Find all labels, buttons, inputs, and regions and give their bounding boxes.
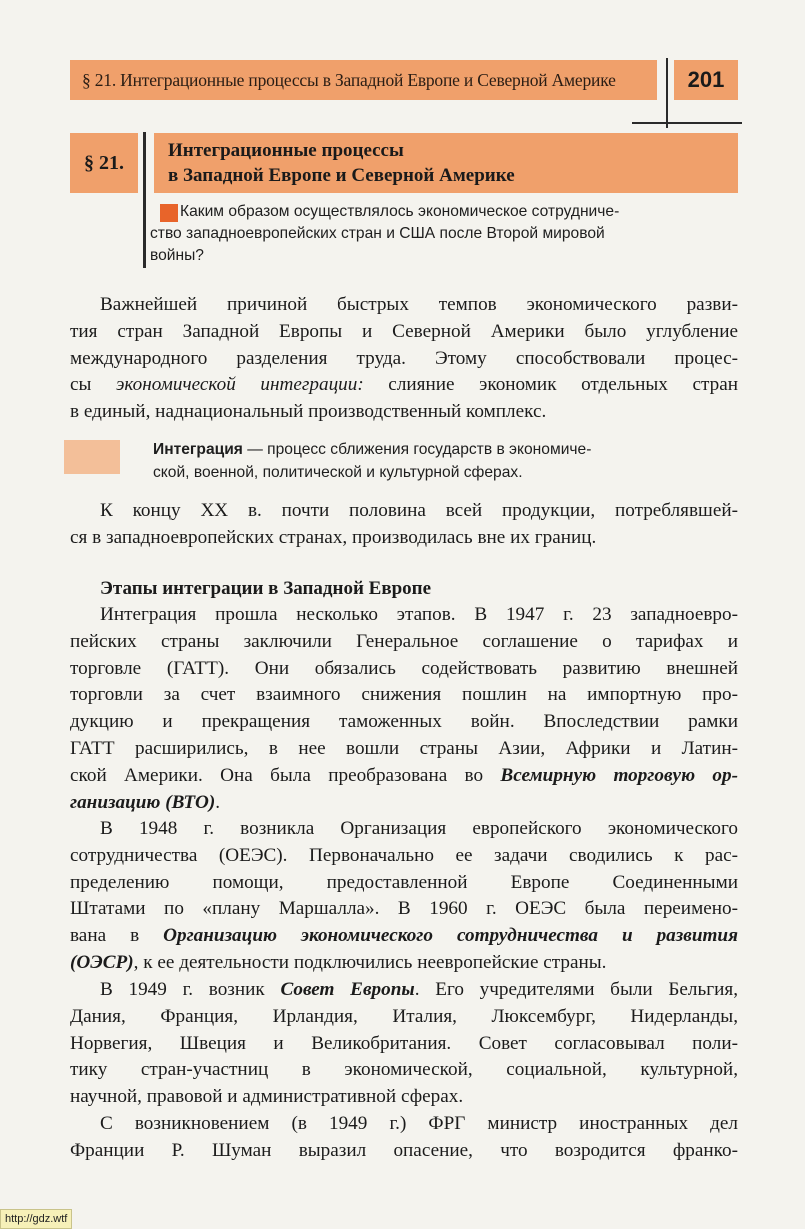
schuman-paragraph <box>70 1111 738 1165</box>
text-run: , к ее деятельности подключились неевропейские страны. <box>133 951 607 973</box>
intro-paragraph <box>70 292 738 426</box>
text-line: Франции Р. Шуман выразил опасение, что возродится франко- <box>70 1139 738 1161</box>
definition-marker-icon <box>64 440 120 474</box>
question-line: Каким образом осуществлялось экономическое сотрудниче- <box>180 203 620 220</box>
text-run: . Его учредителями были Бельгия, <box>414 979 738 1000</box>
emphasis-term: экономической интеграции: <box>115 374 364 396</box>
section-title <box>154 133 738 193</box>
text-line: торговле (ГАТТ). Они обязались содействовать развитию внешней <box>70 657 738 679</box>
text-line <box>70 372 738 399</box>
section-title-line: в Западной Европе и Северной Америке <box>168 165 515 186</box>
emphasis-term: (ОЭСР) <box>70 951 134 973</box>
text-line: международного разделения труда. Этому способствовали процес- <box>70 347 738 369</box>
text-line: Интеграция прошла несколько этапов. В 1947 г. 23 западноевро- <box>100 604 738 625</box>
text-run: слияние экономик отдельных стран <box>363 374 738 396</box>
text-line: Штатами по «плану Маршалла». В 1960 г. ОЕЭС была переимено- <box>70 898 738 920</box>
definition-text: — процесс сближения государств в экономиче- <box>242 441 592 458</box>
text-run: сы <box>70 374 116 396</box>
oees-paragraph <box>70 816 738 977</box>
question-line: ство западноевропейских стран и США после Второй мировой <box>150 225 605 242</box>
text-run: ской Америки. Она была преобразована во <box>70 764 501 786</box>
emphasis-term: Организацию экономического сотрудничества и развития <box>163 925 738 947</box>
question-line: войны? <box>150 247 204 264</box>
text-line: дукцию и прекращения таможенных войн. Впоследствии рамки <box>70 711 738 733</box>
text-line <box>70 950 738 977</box>
section-vertical-rule <box>143 132 146 268</box>
text-line: пейских страны заключили Генеральное соглашение о тарифах и <box>70 630 738 652</box>
emphasis-term: Совет Европы <box>280 979 415 1000</box>
definition-term: Интеграция <box>153 441 243 458</box>
text-line: В 1948 г. возникла Организация европейского экономического <box>100 818 738 839</box>
gatt-paragraph <box>70 602 738 816</box>
text-line <box>70 790 738 817</box>
text-run: В 1949 г. возник <box>100 979 281 1000</box>
definition-line: ской, военной, политической и культурной сферах. <box>153 464 523 481</box>
text-line: в единый, наднациональный производственный комплекс. <box>70 401 547 423</box>
text-line: Дания, Франция, Ирландия, Италия, Люксембург, Нидерланды, <box>70 1005 738 1027</box>
text-line <box>70 923 738 950</box>
text-line: торговли за счет взаимного снижения пошлин на импортную про- <box>70 684 738 706</box>
running-header-title: § 21. Интеграционные процессы в Западной Европе и Северной Америке <box>82 69 616 90</box>
text-line: ся в западноевропейских странах, производилась вне их границ. <box>70 526 597 548</box>
page-number-text: 201 <box>687 67 725 92</box>
header-vertical-rule <box>666 58 668 128</box>
text-line <box>70 763 738 790</box>
text-line: ГАТТ расширились, в нее вошли страны Азии, Африки и Латин- <box>70 737 738 759</box>
emphasis-term: ганизацию (ВТО) <box>70 791 216 813</box>
section-question <box>150 201 740 267</box>
text-run: . <box>215 791 221 813</box>
text-line: К концу XX в. почти половина всей продукции, потреблявшей- <box>100 500 738 521</box>
text-line: тия стран Западной Европы и Северной Америки было углубление <box>70 320 738 342</box>
emphasis-term: Всемирную торговую ор- <box>500 764 738 786</box>
text-line: пределению помощи, предоставленной Европе Соединенными <box>70 871 738 893</box>
definition-box <box>153 438 743 484</box>
subsection-heading: Этапы интеграции в Западной Европе <box>100 578 432 599</box>
text-line: сотрудничества (ОЕЭС). Первоначально ее задачи сводились к рас- <box>70 844 738 866</box>
text-line: научной, правовой и административной сферах. <box>70 1086 464 1108</box>
text-line: Важнейшей причиной быстрых темпов экономического разви- <box>100 294 738 315</box>
text-line: С возникновением (в 1949 г.) ФРГ министр иностранных дел <box>100 1113 738 1134</box>
definition-line <box>153 438 743 461</box>
text-line: Норвегия, Швеция и Великобритания. Совет согласовывал поли- <box>70 1032 738 1054</box>
section-number <box>70 133 138 193</box>
page-number <box>674 60 738 100</box>
watermark-text: http://gdz.wtf <box>5 1213 68 1225</box>
production-paragraph <box>70 498 738 552</box>
text-line: тику стран-участниц в экономической, социальной, культурной, <box>70 1059 738 1081</box>
section-number-text: § 21. <box>84 151 124 174</box>
text-line <box>70 977 738 1004</box>
running-header <box>70 60 657 100</box>
text-run: вана в <box>70 925 164 947</box>
watermark-link[interactable] <box>0 1209 72 1229</box>
council-paragraph <box>70 977 738 1111</box>
header-horizontal-rule <box>632 122 742 124</box>
section-title-line: Интеграционные процессы <box>168 140 404 161</box>
